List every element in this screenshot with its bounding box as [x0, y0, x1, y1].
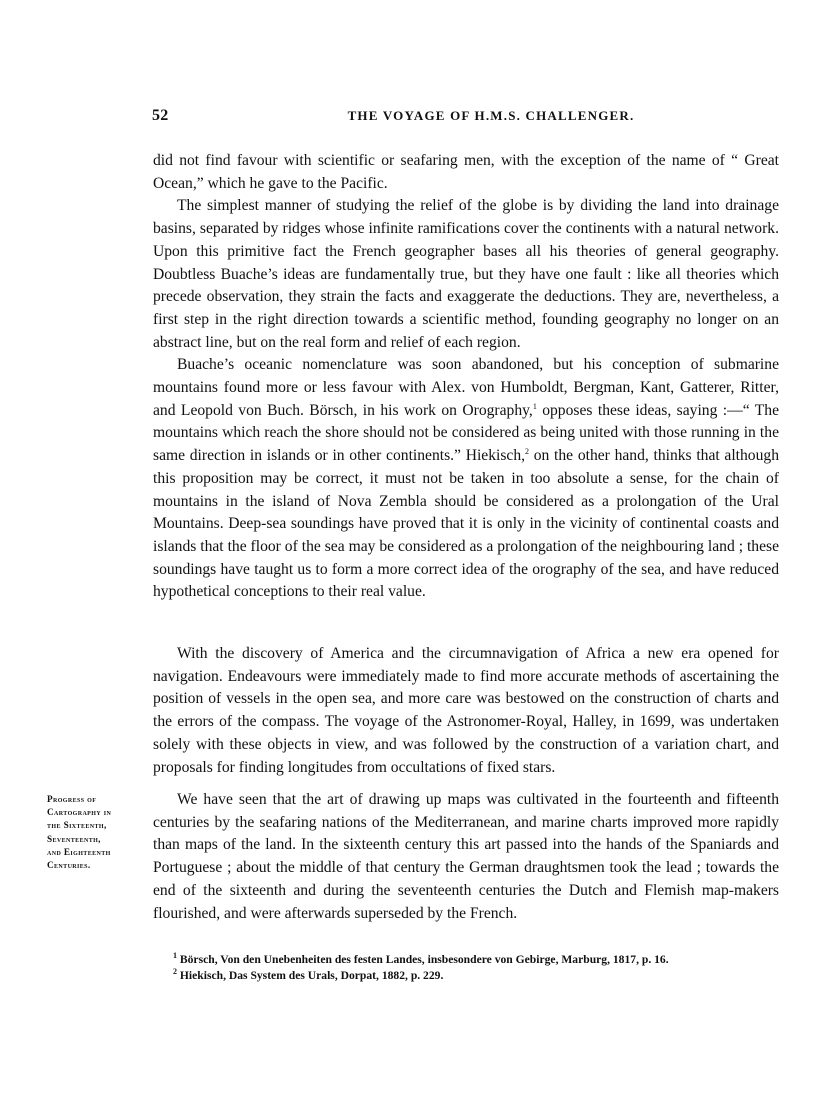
- footnote-text: Börsch, Von den Unebenheiten des festen Landes, insbesondere von Gebirge, Marburg, 1817, p. 16.: [179, 953, 669, 966]
- paragraph-oceanic-nomenclature: [153, 354, 779, 604]
- paragraph-discovery-of-america: With the discovery of America and the circumnavigation of Africa a new era opened for navigation. Endeavours were immediately made to find more accurate methods of ascertaining the position of vessels in the open sea, and more care was bestowed on the construction of charts and the errors of the compass. The voyage of the Astronomer-Royal, Halley, in 1699, was undertaken solely with these objects in view, and was followed by the construction of a variation chart, and proposals for finding longitudes from occultations of fixed stars.: [153, 645, 779, 776]
- paragraph-relief-of-globe: The simplest manner of studying the relief of the globe is by dividing the land into drainage basins, separated by ridges whose infinite ramifications cover the continents with a natural network. Upon this primitive fact the French geographer bases all his theories of general geography. Doubtless Buache’s ideas are fundamentally true, but they have one fault : like all theories which precede observation, they strain the facts and exaggerate the deductions. They are, nevertheless, a first step in the right direction towards a scientific method, founding geography no longer on an abstract line, but on the real form and relief of each region.: [153, 197, 779, 351]
- sidenote-line: Seventeenth,: [47, 833, 101, 844]
- sidenote-line: the Sixteenth,: [47, 820, 107, 831]
- text-block-lower: [153, 789, 779, 925]
- sidenote-line: Progress of: [47, 794, 97, 804]
- marginal-sidenote: [47, 793, 147, 872]
- paragraph-art-of-maps: We have seen that the art of drawing up maps was cultivated in the fourteenth and fifteenth centuries by the seafaring nations of the Mediterranean, and marine charts improved more rapidly than maps of the land. In the sixteenth century this art passed into the hands of the Spaniards and Portuguese ; about the middle of that century the German draughtsmen took the lead ; towards the end of the sixteenth and during the seventeenth centuries the Dutch and Flemish map-makers flourished, and were afterwards superseded by the French.: [153, 791, 779, 922]
- paragraph-text: on the other hand, thinks that although this proposition may be correct, it must not be taken in too absolute a sense, for the chain of mountains in the island of Nova Zembla should be considered as a prolongation of the Ural Mountains. Deep-sea soundings have proved that it is only in the vicinity of continental coasts and islands that the floor of the sea may be considered as a prolongation of the neighbouring land ; these soundings have taught us to form a more correct idea of the orography of the sea, and have reduced hypothetical conceptions to their real value.: [153, 447, 779, 601]
- footnote-marker: 2: [173, 966, 177, 976]
- running-title: THE VOYAGE OF H.M.S. CHALLENGER.: [347, 108, 635, 123]
- paragraph-text: Buache’s oceanic nomenclature was soon abandoned, but his conception of submarine mountains found more or less favour with Alex. von Humboldt, Bergman, Kant, Gatterer, Ritter, and Leopold von Buch. Börsch, in his work on Orography,: [153, 356, 779, 419]
- footnote-ref-1[interactable]: 1: [532, 401, 537, 411]
- sidenote-line: Cartography in: [47, 807, 112, 818]
- footnote-ref-2[interactable]: 2: [525, 446, 530, 456]
- sidenote-line: Centuries.: [47, 860, 91, 871]
- paragraph-text: opposes these ideas, saying :—“ The mountains which reach the shore should not be considered as being united with those running in the same direction in islands or in other continents.” Hiekisch,: [153, 401, 779, 465]
- footnote-1: [173, 952, 773, 968]
- paragraph-continuation: did not find favour with scientific or seafaring men, with the exception of the name of “ Great Ocean,” which he gave to the Pacific.: [153, 152, 779, 192]
- footnote-2: [173, 968, 773, 984]
- text-block-middle: [153, 643, 779, 779]
- page-number: 52: [152, 107, 169, 124]
- sidenote-line: and Eighteenth: [47, 846, 111, 857]
- text-block-upper: [153, 150, 779, 604]
- running-head: [152, 107, 782, 129]
- footnotes: [173, 952, 773, 983]
- footnote-marker: 1: [173, 951, 177, 961]
- footnote-text: Hiekisch, Das System des Urals, Dorpat, 1882, p. 229.: [179, 968, 444, 982]
